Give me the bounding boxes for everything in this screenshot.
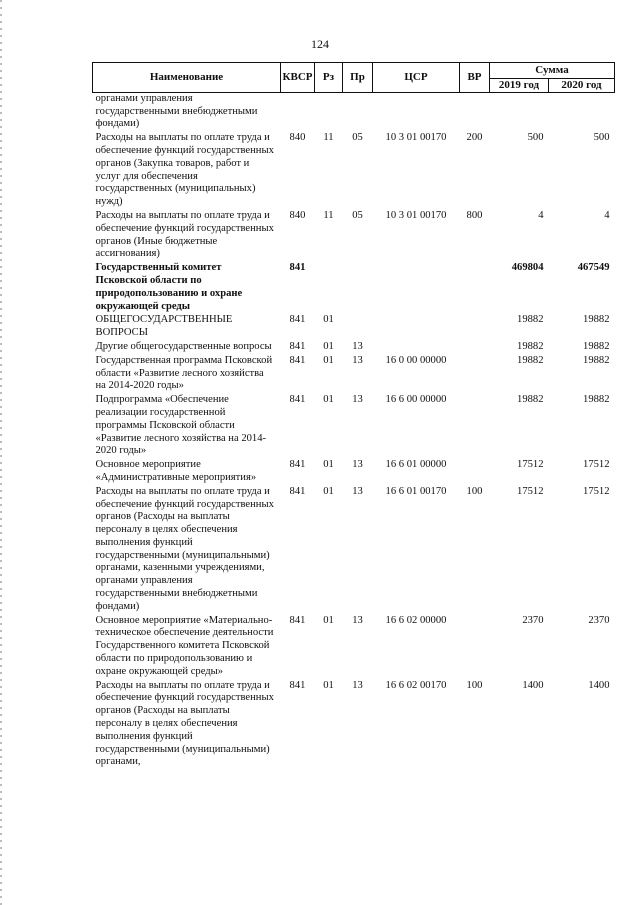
cell-vr	[460, 341, 490, 355]
cell-kvsr: 841	[289, 354, 306, 366]
cell-csr: 16 0 00 00000	[385, 354, 447, 366]
cell-pr	[343, 92, 373, 132]
header-year-2019: 2019 год	[490, 79, 549, 93]
cell-amount-2020: 19882	[583, 354, 610, 366]
cell-kvsr: 841	[289, 394, 306, 406]
cell-csr: 10 3 01 00170	[385, 209, 447, 221]
cell-vr	[460, 262, 490, 314]
cell-amount-2020: 17512	[583, 459, 610, 471]
cell-amount-2020: 1400	[588, 679, 610, 691]
header-name: Наименование	[93, 63, 281, 93]
cell-rz: 01	[323, 679, 334, 691]
cell-name: Расходы на выплаты по оплате труда и обеспечение функций государственных органов (Расходы на выплаты персоналу в целях обеспечения выполнения функций государственными (муниципальными) органами,	[95, 679, 274, 768]
cell-kvsr: 841	[289, 262, 306, 274]
header-year-2020: 2020 год	[549, 79, 615, 93]
cell-rz: 11	[323, 132, 334, 144]
budget-table	[92, 62, 615, 770]
header-rz: Рз	[315, 63, 343, 93]
cell-amount-2019: 19882	[517, 340, 544, 352]
header-csr: ЦСР	[373, 63, 460, 93]
cell-rz: 01	[323, 314, 334, 326]
cell-kvsr: 840	[289, 209, 306, 221]
cell-amount-2020: 19882	[583, 314, 610, 326]
cell-amount-2020: 2370	[588, 614, 610, 626]
cell-csr: 16 6 01 00170	[385, 485, 447, 497]
cell-csr	[373, 314, 460, 341]
table-row	[93, 341, 615, 355]
cell-name: Основное мероприятие «Материально-техническое обеспечение деятельности Государственного комитета Псковской области по природопользованию и охране окружающей среды»	[95, 614, 274, 677]
cell-name: Основное мероприятие «Административные мероприятия»	[95, 459, 257, 483]
cell-amount-2019	[490, 92, 549, 132]
cell-vr: 100	[466, 679, 483, 691]
header-pr: Пр	[343, 63, 373, 93]
cell-name: ОБЩЕГОСУДАРСТВЕННЫЕ ВОПРОСЫ	[95, 314, 233, 339]
header-vr: ВР	[460, 63, 490, 93]
table-row	[93, 314, 615, 341]
cell-amount-2019: 469804	[511, 262, 544, 274]
cell-rz: 01	[323, 354, 334, 366]
cell-amount-2020: 467549	[577, 262, 610, 274]
table-row	[93, 680, 615, 771]
table-row	[93, 262, 615, 314]
cell-pr: 05	[352, 132, 363, 144]
cell-pr: 13	[352, 459, 363, 471]
cell-rz: 11	[323, 209, 334, 221]
page-number: 124	[311, 37, 329, 51]
cell-amount-2019: 17512	[517, 485, 544, 497]
cell-vr	[460, 355, 490, 394]
cell-vr	[460, 92, 490, 132]
cell-amount-2019: 19882	[517, 354, 544, 366]
cell-rz	[315, 92, 343, 132]
cell-csr: 10 3 01 00170	[385, 132, 447, 144]
scan-edge	[0, 0, 2, 905]
cell-rz	[315, 262, 343, 314]
cell-name: Расходы на выплаты по оплате труда и обеспечение функций государственных органов (Расходы на выплаты персоналу в целях обеспечения выполнения функций государственными (муниципальными) органами, казенными учреждениями, органами управления государственными внебюджетными фондами)	[95, 485, 274, 612]
cell-amount-2019: 1400	[522, 679, 544, 691]
cell-pr	[343, 314, 373, 341]
cell-pr: 05	[352, 209, 363, 221]
cell-pr: 13	[352, 485, 363, 497]
cell-csr	[373, 341, 460, 355]
cell-pr: 13	[352, 614, 363, 626]
cell-pr	[343, 262, 373, 314]
cell-rz: 01	[323, 614, 334, 626]
cell-rz: 01	[323, 340, 334, 352]
cell-kvsr	[281, 92, 315, 132]
cell-name: Государственный комитет Псковской области по природопользованию и охране окружающей среды	[95, 262, 243, 312]
cell-vr	[460, 615, 490, 680]
cell-amount-2019: 19882	[517, 314, 544, 326]
cell-rz: 01	[323, 394, 334, 406]
table-row	[93, 355, 615, 394]
cell-pr: 13	[352, 679, 363, 691]
table-row	[93, 132, 615, 210]
table-body	[93, 92, 615, 770]
table-row	[93, 615, 615, 680]
cell-name: органами управления государственными внебюджетными фондами)	[95, 92, 258, 130]
cell-vr	[460, 394, 490, 459]
cell-vr	[460, 459, 490, 486]
cell-name: Государственная программа Псковской области «Развитие лесного хозяйства на 2014-2020 годы»	[95, 354, 273, 392]
cell-amount-2019: 19882	[517, 394, 544, 406]
cell-amount-2020: 17512	[583, 485, 610, 497]
cell-pr: 13	[352, 354, 363, 366]
header-sum: Сумма	[490, 63, 615, 79]
cell-pr: 13	[352, 340, 363, 352]
cell-amount-2020	[549, 92, 615, 132]
cell-kvsr: 841	[289, 614, 306, 626]
cell-kvsr: 841	[289, 459, 306, 471]
cell-vr: 100	[466, 485, 483, 497]
table-row	[93, 394, 615, 459]
cell-kvsr: 840	[289, 132, 306, 144]
cell-name: Другие общегосударственные вопросы	[95, 340, 272, 352]
cell-name: Расходы на выплаты по оплате труда и обеспечение функций государственных органов (Иные бюджетные ассигнования)	[95, 209, 274, 260]
cell-amount-2019: 2370	[522, 614, 544, 626]
cell-csr: 16 6 00 00000	[385, 394, 447, 406]
cell-kvsr: 841	[289, 679, 306, 691]
cell-csr	[373, 262, 460, 314]
cell-amount-2019: 500	[527, 132, 544, 144]
cell-csr	[373, 92, 460, 132]
cell-pr: 13	[352, 394, 363, 406]
cell-csr: 16 6 02 00000	[385, 614, 447, 626]
cell-amount-2020: 4	[604, 209, 610, 221]
cell-csr: 16 6 02 00170	[385, 679, 447, 691]
cell-kvsr: 841	[289, 314, 306, 326]
cell-amount-2020: 500	[593, 132, 610, 144]
cell-rz: 01	[323, 485, 334, 497]
cell-name: Подпрограмма «Обеспечение реализации государственной программы Псковской области «Развитие лесного хозяйства на 2014-2020 годы»	[95, 394, 267, 457]
cell-kvsr: 841	[289, 485, 306, 497]
cell-name: Расходы на выплаты по оплате труда и обеспечение функций государственных органов (Закупка товаров, работ и услуг для обеспечения государственных (муниципальных) нужд)	[95, 132, 274, 208]
cell-vr: 800	[466, 209, 483, 221]
header-kvsr: КВСР	[281, 63, 315, 93]
cell-kvsr: 841	[289, 340, 306, 352]
cell-vr	[460, 314, 490, 341]
cell-csr: 16 6 01 00000	[385, 459, 447, 471]
cell-amount-2019: 4	[538, 209, 544, 221]
cell-vr: 200	[466, 132, 483, 144]
cell-amount-2019: 17512	[517, 459, 544, 471]
table-row	[93, 92, 615, 132]
table-row	[93, 486, 615, 615]
table-row	[93, 210, 615, 262]
table-row	[93, 459, 615, 486]
cell-rz: 01	[323, 459, 334, 471]
cell-amount-2020: 19882	[583, 340, 610, 352]
cell-amount-2020: 19882	[583, 394, 610, 406]
